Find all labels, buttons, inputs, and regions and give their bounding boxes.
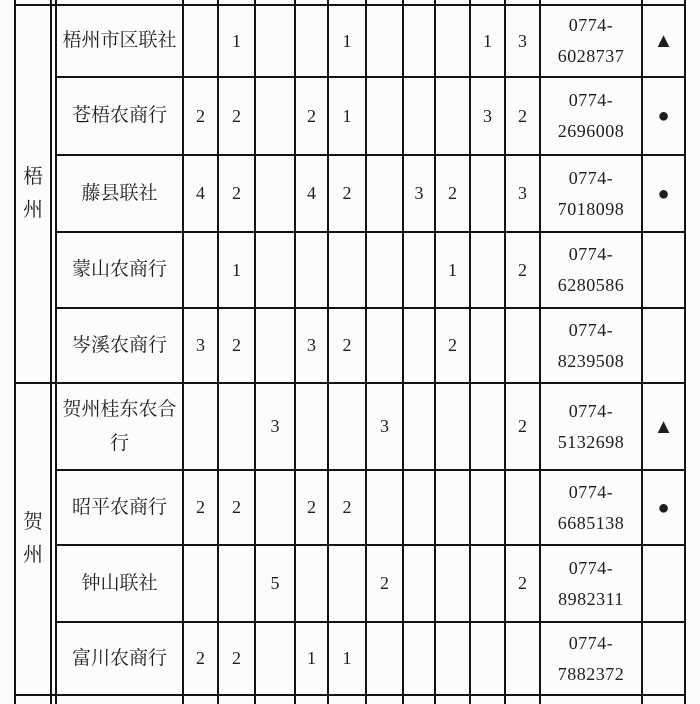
table-vertical-line — [254, 0, 256, 704]
table-horizontal-line — [14, 382, 686, 384]
table-vertical-line — [327, 0, 329, 704]
table-vertical-line — [182, 0, 184, 704]
marker-cell — [642, 545, 685, 622]
circle-icon: ● — [657, 105, 670, 127]
marker-cell — [642, 155, 685, 232]
table-horizontal-line — [55, 76, 686, 78]
phone-line: 0774- — [568, 167, 614, 188]
phone-cell — [540, 383, 642, 470]
org-name-cell: 钟山联社 — [81, 572, 158, 594]
value-cell: 1 — [342, 105, 352, 126]
phone-line: 0774- — [568, 319, 614, 340]
marker-cell — [642, 622, 685, 695]
phone-cell — [540, 308, 642, 383]
phone-line: 5132698 — [557, 431, 625, 452]
org-name-cell: 贺州桂东农合行 — [62, 398, 177, 454]
phone-line: 0774- — [568, 481, 614, 502]
triangle-icon: ▲ — [653, 415, 674, 438]
value-cell: 2 — [518, 105, 527, 126]
phone-line: 0774- — [568, 90, 614, 110]
value-cell: 2 — [342, 183, 352, 203]
value-cell: 3 — [414, 183, 424, 203]
phone-line: 7018098 — [557, 198, 625, 219]
value-cell: 1 — [342, 30, 352, 51]
value-cell: 1 — [307, 648, 316, 668]
table-horizontal-line — [55, 307, 686, 309]
value-cell: 4 — [307, 183, 316, 203]
table-vertical-line — [365, 0, 367, 704]
marker-cell — [642, 232, 685, 308]
value-cell: 2 — [307, 497, 316, 517]
value-cell: 3 — [380, 416, 389, 436]
value-cell: 5 — [270, 573, 280, 593]
region-cell: 贺州 — [23, 511, 43, 566]
value-cell: 2 — [196, 497, 205, 517]
phone-cell — [540, 5, 642, 77]
org-name-cell: 藤县联社 — [81, 182, 158, 204]
phone-line: 6685138 — [557, 512, 625, 533]
value-cell: 1 — [448, 259, 457, 280]
circle-icon: ● — [657, 182, 670, 205]
value-cell: 2 — [518, 416, 527, 436]
table-vertical-line — [504, 0, 506, 704]
phone-line: 0774- — [568, 15, 614, 35]
value-cell: 2 — [448, 335, 457, 355]
value-cell: 2 — [232, 183, 241, 203]
org-name-cell: 梧州市区联社 — [62, 30, 177, 51]
marker-cell — [642, 5, 685, 77]
value-cell: 3 — [518, 30, 527, 51]
value-cell: 2 — [518, 573, 527, 593]
region-cell: 梧州 — [23, 166, 43, 221]
org-name-cell: 蒙山农商行 — [71, 259, 167, 280]
phone-line: 0774- — [568, 557, 614, 578]
phone-line: 2696008 — [557, 121, 625, 141]
value-cell: 3 — [518, 183, 527, 203]
table-horizontal-line — [55, 469, 686, 471]
marker-cell — [642, 383, 685, 470]
value-cell: 2 — [232, 648, 241, 668]
table-horizontal-line — [55, 621, 686, 623]
table-horizontal-line — [55, 154, 686, 156]
table-vertical-line — [641, 0, 643, 704]
circle-icon: ● — [657, 496, 670, 519]
table-vertical-line — [434, 0, 436, 704]
value-cell: 3 — [196, 335, 205, 355]
value-cell: 1 — [232, 259, 241, 280]
phone-line: 8239508 — [557, 350, 625, 371]
value-cell: 3 — [483, 105, 492, 126]
table-vertical-line — [684, 0, 686, 704]
marker-cell — [642, 470, 685, 545]
phone-line: 8982311 — [558, 588, 624, 609]
table-horizontal-line — [55, 544, 686, 546]
table-vertical-line — [50, 0, 52, 704]
table-vertical-line — [402, 0, 404, 704]
table-vertical-line — [14, 0, 16, 704]
phone-line: 0774- — [568, 400, 614, 421]
phone-line: 6028737 — [557, 46, 625, 66]
value-cell: 2 — [342, 335, 352, 355]
table-vertical-line — [294, 0, 296, 704]
value-cell: 1 — [342, 648, 352, 668]
table-horizontal-line — [14, 4, 686, 6]
table-vertical-line — [217, 0, 219, 704]
value-cell: 2 — [307, 105, 316, 126]
org-name-cell: 富川农商行 — [71, 647, 167, 669]
table-horizontal-line — [55, 231, 686, 233]
value-cell: 3 — [307, 335, 316, 355]
phone-cell — [540, 470, 642, 545]
value-cell: 2 — [196, 648, 205, 668]
value-cell: 3 — [270, 416, 280, 436]
table-horizontal-line — [14, 694, 686, 696]
triangle-icon: ▲ — [653, 30, 674, 52]
phone-cell — [540, 155, 642, 232]
org-name-cell: 苍梧农商行 — [71, 105, 167, 126]
org-name-cell: 岑溪农商行 — [71, 334, 167, 356]
phone-cell — [540, 622, 642, 695]
marker-cell — [642, 77, 685, 155]
value-cell: 2 — [342, 497, 352, 517]
value-cell: 1 — [232, 30, 241, 51]
org-name-cell: 昭平农商行 — [71, 496, 167, 518]
phone-line: 7882372 — [557, 663, 625, 684]
value-cell: 2 — [196, 105, 205, 126]
table-vertical-line — [469, 0, 471, 704]
phone-line: 0774- — [568, 244, 614, 264]
value-cell: 2 — [232, 105, 241, 126]
phone-line: 0774- — [568, 632, 614, 653]
phone-cell — [540, 232, 642, 308]
value-cell: 2 — [380, 573, 389, 593]
value-cell: 2 — [232, 335, 241, 355]
phone-cell — [540, 545, 642, 622]
table-vertical-line — [539, 0, 541, 704]
marker-cell — [642, 308, 685, 383]
value-cell: 2 — [448, 183, 457, 203]
value-cell: 1 — [483, 30, 492, 51]
value-cell: 2 — [232, 497, 241, 517]
phone-line: 6280586 — [557, 275, 625, 295]
value-cell: 4 — [196, 183, 205, 203]
phone-cell — [540, 77, 642, 155]
table-vertical-line — [55, 0, 57, 704]
value-cell: 2 — [518, 259, 527, 280]
